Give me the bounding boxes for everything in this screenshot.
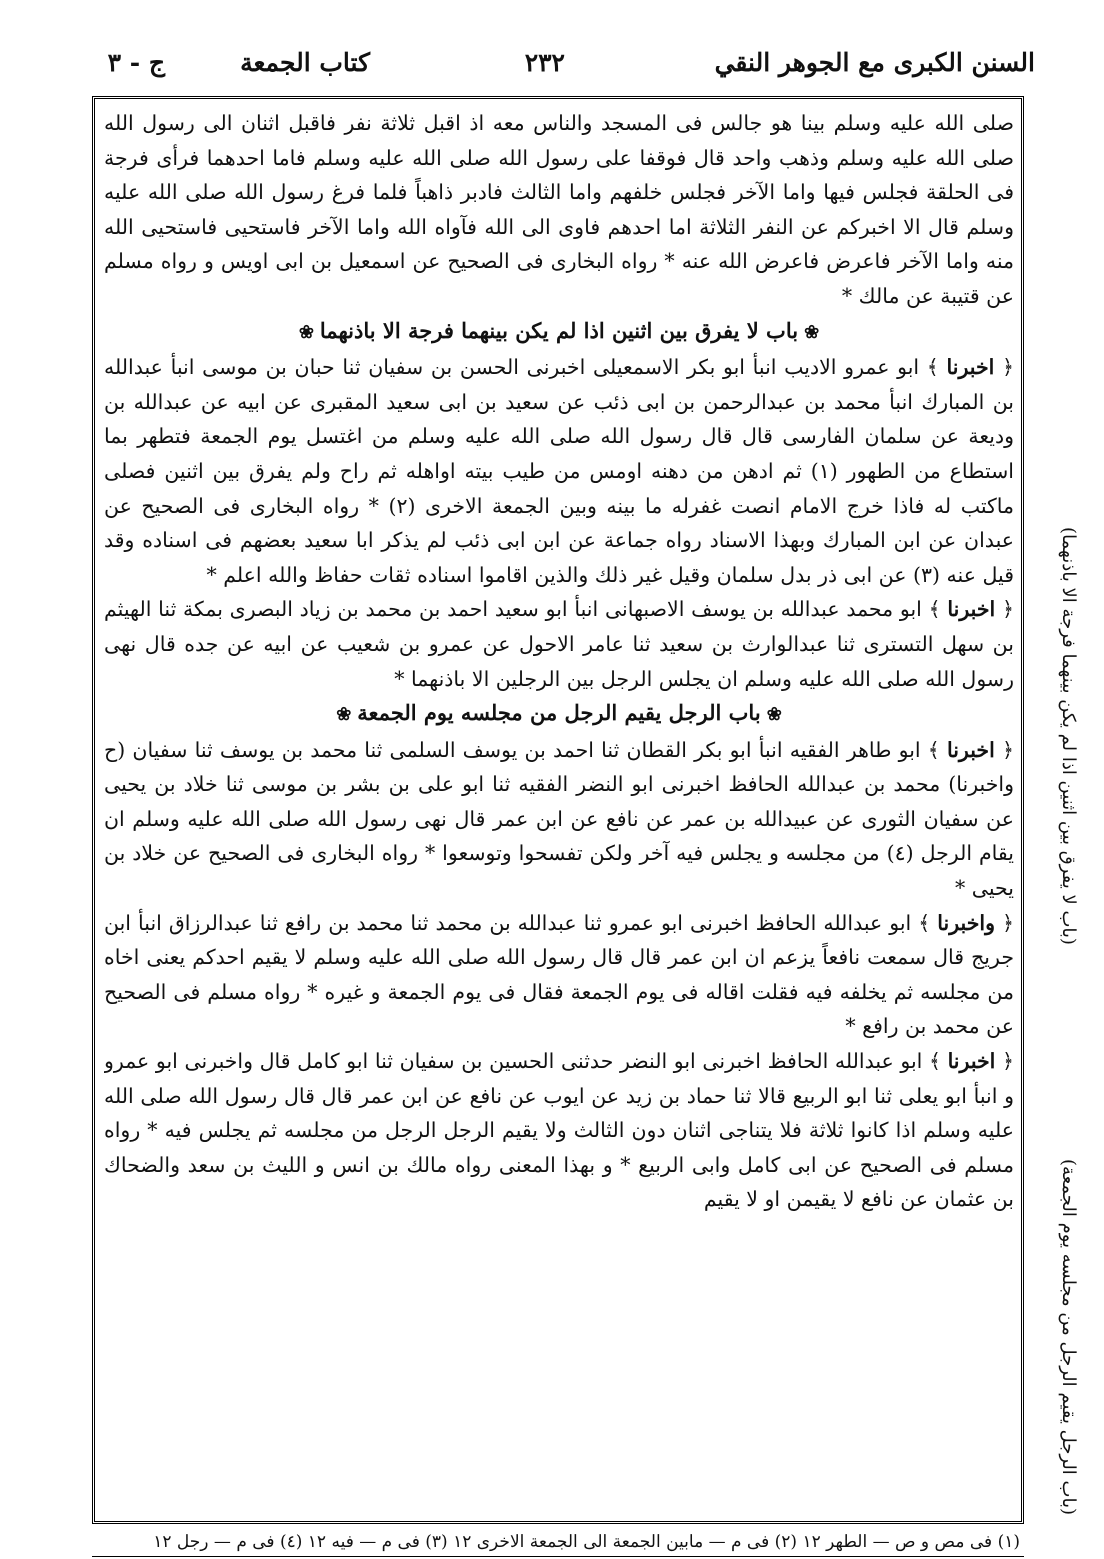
hadith-paragraph: ﴿ واخبرنا ﴾ ابو عبدالله الحافظ اخبرنى ابو عمرو ثنا عبدالله بن محمد ثنا محمد بن رافع ثنا عبدالرزاق انبأ ابن جريج قال سمعت نافعاً يزعم ان ابن عمر قال قال رسول الله صلى الله عليه وسلم لا يقيم احدكم يعنى اخاه من مجلسه ثم يخلفه فيه فقلت اقاله فى يوم الجمعة فقال فى يوم الجمعة و غيره * رواه مسلم فى الصحيح عن محمد بن رافع * <box>104 910 1014 1039</box>
hadith-paragraph: ﴿ اخبرنا ﴾ ابو عمرو الاديب انبأ ابو بكر الاسمعيلى اخبرنى الحسن بن سفيان ثنا حبان بن موسى انبأ عبدالله بن المبارك انبأ محمد بن عبدالرحمن بن ابى ذئب عن سعيد بن ابى سعيد المقبرى عن ابيه عن عبدالله بن وديعة عن سلمان الفارسى قال قال رسول الله صلى الله عليه وسلم من اغتسل يوم الجمعة فتطهر بما استطاع من الطهور (١) ثم ادهن من دهنه اومس من طيب بيته اواهله ثم راح ولم يفرق بين اثنين فصلى ماكتب له فاذا خرج الامام انصت غفرله ما بينه وبين الجمعة الاخرى (٢) * رواه البخارى فى الصحيح عن عبدان عن ابن المبارك وبهذا الاسناد رواه جماعة عن ابن ابى ذئب لم يذكر ابا سعيد بعضهم فى اسناده وقد قيل عنه (٣) عن ابى ذر بدل سلمان وقيل غير ذلك والذين اقاموا اسناده ثقات حفاظ والله اعلم * <box>104 355 1014 587</box>
section-heading <box>104 314 1014 351</box>
volume-label: ج - ٣ <box>107 48 165 77</box>
intro-paragraph: صلى الله عليه وسلم بينا هو جالس فى المسجد والناس معه اذ اقبل ثلاثة نفر فاقبل اثنان الى رسول الله صلى الله عليه وسلم وذهب واحد قال فوقفا على رسول الله صلى الله عليه وسلم فاما احدهما فرأى فرجة فى الحلقة فجلس فيها واما الآخر فجلس خلفهم واما الثالث فادبر ذاهباً فلما فرغ رسول الله صلى الله عليه وسلم قال الا اخبركم عن النفر الثلاثة اما احدهم فاوى الى الله فآواه الله واما الآخر فاستحيى فاستحيى الله منه واما الآخر فاعرض فاعرض الله عنه * رواه البخارى فى الصحيح عن اسمعيل بن ابى اويس و رواه مسلم عن قتيبة عن مالك * <box>104 111 1014 308</box>
isnad-lead: اخبرنا <box>947 1049 996 1074</box>
section-heading-text: باب الرجل يقيم الرجل من مجلسه يوم الجمعة <box>357 700 761 726</box>
main-text <box>104 106 1014 1516</box>
paragraph-text: ابو محمد عبدالله بن يوسف الاصبهانى انبأ ابو سعيد احمد بن محمد بن زياد البصرى بمكة ثنا الهيثم بن سهل التسترى ثنا عبدالوارث بن سعيد ثنا عامر الاحول عن عمرو بن شعيب عن ابيه عن جده قال نهى رسول الله صلى الله عليه وسلم ان يجلس الرجل بين الرجلين الا باذنهما * <box>104 597 1014 691</box>
hadith-paragraph: ﴿ اخبرنا ﴾ ابو طاهر الفقيه انبأ ابو بكر القطان ثنا احمد بن يوسف السلمى ثنا محمد بن يوسف ثنا سفيان (ح واخبرنا) محمد بن عبدالله الحافظ اخبرنى ابو النضر الفقيه ثنا ابو على بن بشر بن موسى ثنا خلاد بن يحيى عن سفيان الثورى عن عبيدالله بن عمر عن نافع عن ابن عمر قال نهى رسول الله صلى الله عليه وسلم ان يقام الرجل (٤) من مجلسه و يجلس فيه آخر ولكن تفسحوا وتوسعوا * رواه البخارى فى الصحيح عن خلاد بن يحيى * <box>104 737 1014 901</box>
section-heading-text: باب لا يفرق بين اثنين اذا لم يكن بينهما فرجة الا باذنهما <box>319 317 799 343</box>
isnad-lead: اخبرنا <box>947 597 996 622</box>
ornament-icon: ❀ <box>804 321 820 343</box>
ornament-icon: ❀ <box>766 704 782 726</box>
paragraph-text: ابو طاهر الفقيه انبأ ابو بكر القطان ثنا احمد بن يوسف السلمى ثنا محمد بن يوسف ثنا سفيان (ح واخبرنا) محمد بن عبدالله الحافظ اخبرنى ابو النضر الفقيه ثنا ابو على بن بشر بن موسى ثنا خلاد بن يحيى عن سفيان الثورى عن عبيدالله بن عمر عن نافع عن ابن عمر قال نهى رسول الله صلى الله عليه وسلم ان يقام الرجل (٤) من مجلسه و يجلس فيه آخر ولكن تفسحوا وتوسعوا * رواه البخارى فى الصحيح عن خلاد بن يحيى * <box>104 737 1014 901</box>
paragraph-text: ابو عبدالله الحافظ اخبرنى ابو عمرو ثنا عبدالله بن محمد ثنا محمد بن رافع ثنا عبدالرزاق انبأ ابن جريج قال سمعت نافعاً يزعم ان ابن عمر قال قال رسول الله صلى الله عليه وسلم لا يقيم احدكم يعنى اخاه من مجلسه ثم يخلفه فيه فقلت اقاله فى يوم الجمعة فقال فى يوم الجمعة و غيره * رواه مسلم فى الصحيح عن محمد بن رافع * <box>104 910 1014 1039</box>
footnotes: (١) فى مص و ص — الطهر ١٢ (٢) فى م — مابين الجمعة الى الجمعة الاخرى ١٢ (٣) فى م — فيه ١٢ (٤) فى م — رجل ١٢ <box>92 1527 1024 1557</box>
isnad-lead: واخبرنا <box>937 910 995 935</box>
hadith-paragraph: ﴿ اخبرنا ﴾ ابو محمد عبدالله بن يوسف الاصبهانى انبأ ابو سعيد احمد بن محمد بن زياد البصرى بمكة ثنا الهيثم بن سهل التسترى ثنا عبدالوارث بن سعيد ثنا عامر الاحول عن عمرو بن شعيب عن ابيه عن جده قال نهى رسول الله صلى الله عليه وسلم ان يجلس الرجل بين الرجلين الا باذنهما * <box>104 597 1014 691</box>
isnad-lead: اخبرنا <box>946 355 995 380</box>
chapter-title: كتاب الجمعة <box>240 48 370 77</box>
margin-note: (باب لا يفرق بين اثنين اذا لم يكن بينهما فرجة الا باذنهما) <box>1058 527 1079 945</box>
isnad-lead: اخبرنا <box>946 737 995 762</box>
page-header <box>80 48 1035 90</box>
page-number: ٢٣٢ <box>524 48 565 77</box>
section-heading <box>104 696 1014 733</box>
hadith-paragraph: ﴿ اخبرنا ﴾ ابو عبدالله الحافظ اخبرنى ابو النضر حدثنى الحسين بن سفيان ثنا ابو كامل قال واخبرنى ابو عمرو و انبأ ابو يعلى ثنا ابو الربيع قالا ثنا حماد بن زيد عن ايوب عن نافع عن ابن عمر قال قال رسول الله صلى الله عليه وسلم اذا كانوا ثلاثة فلا يتناجى اثنان دون الثالث ولا يقيم الرجل الرجل من مجلسه ثم يجلس فيه * رواه مسلم فى الصحيح عن ابى كامل وابى الربيع * و بهذا المعنى رواه مالك بن انس و الليث بن سعد والضحاك بن عثمان عن نافع لا يقيمن او لا يقيم <box>104 1049 1014 1212</box>
paragraph-text: ابو عمرو الاديب انبأ ابو بكر الاسمعيلى اخبرنى الحسن بن سفيان ثنا حبان بن موسى انبأ عبدالله بن المبارك انبأ محمد بن عبدالرحمن بن ابى ذئب عن سعيد بن ابى سعيد المقبرى عن ابيه عن عبدالله بن وديعة عن سلمان الفارسى قال قال رسول الله صلى الله عليه وسلم من اغتسل يوم الجمعة فتطهر بما استطاع من الطهور (١) ثم ادهن من دهنه اومس من طيب بيته اواهله ثم راح ولم يفرق بين اثنين فصلى ماكتب له فاذا خرج الامام انصت غفرله ما بينه وبين الجمعة الاخرى (٢) * رواه البخارى فى الصحيح عن عبدان عن ابن المبارك وبهذا الاسناد رواه جماعة عن ابن ابى ذئب لم يذكر ابا سعيد بعضهم فى اسناده وقد قيل عنه (٣) عن ابى ذر بدل سلمان وقيل غير ذلك والذين اقاموا اسناده ثقات حفاظ والله اعلم * <box>104 355 1014 587</box>
ornament-icon: ❀ <box>336 704 352 726</box>
book-title: السنن الكبرى مع الجوهر النقي <box>714 48 1035 77</box>
paragraph-text: ابو عبدالله الحافظ اخبرنى ابو النضر حدثنى الحسين بن سفيان ثنا ابو كامل قال واخبرنى ابو عمرو و انبأ ابو يعلى ثنا ابو الربيع قالا ثنا حماد بن زيد عن ايوب عن نافع عن ابن عمر قال قال رسول الله صلى الله عليه وسلم اذا كانوا ثلاثة فلا يتناجى اثنان دون الثالث ولا يقيم الرجل الرجل من مجلسه ثم يجلس فيه * رواه مسلم فى الصحيح عن ابى كامل وابى الربيع * و بهذا المعنى رواه مالك بن انس و الليث بن سعد والضحاك بن عثمان عن نافع لا يقيمن او لا يقيم <box>104 1049 1014 1212</box>
ornament-icon: ❀ <box>298 321 314 343</box>
margin-note: (باب الرجل يقيم الرجل من مجلسه يوم الجمعة) <box>1058 1159 1079 1515</box>
